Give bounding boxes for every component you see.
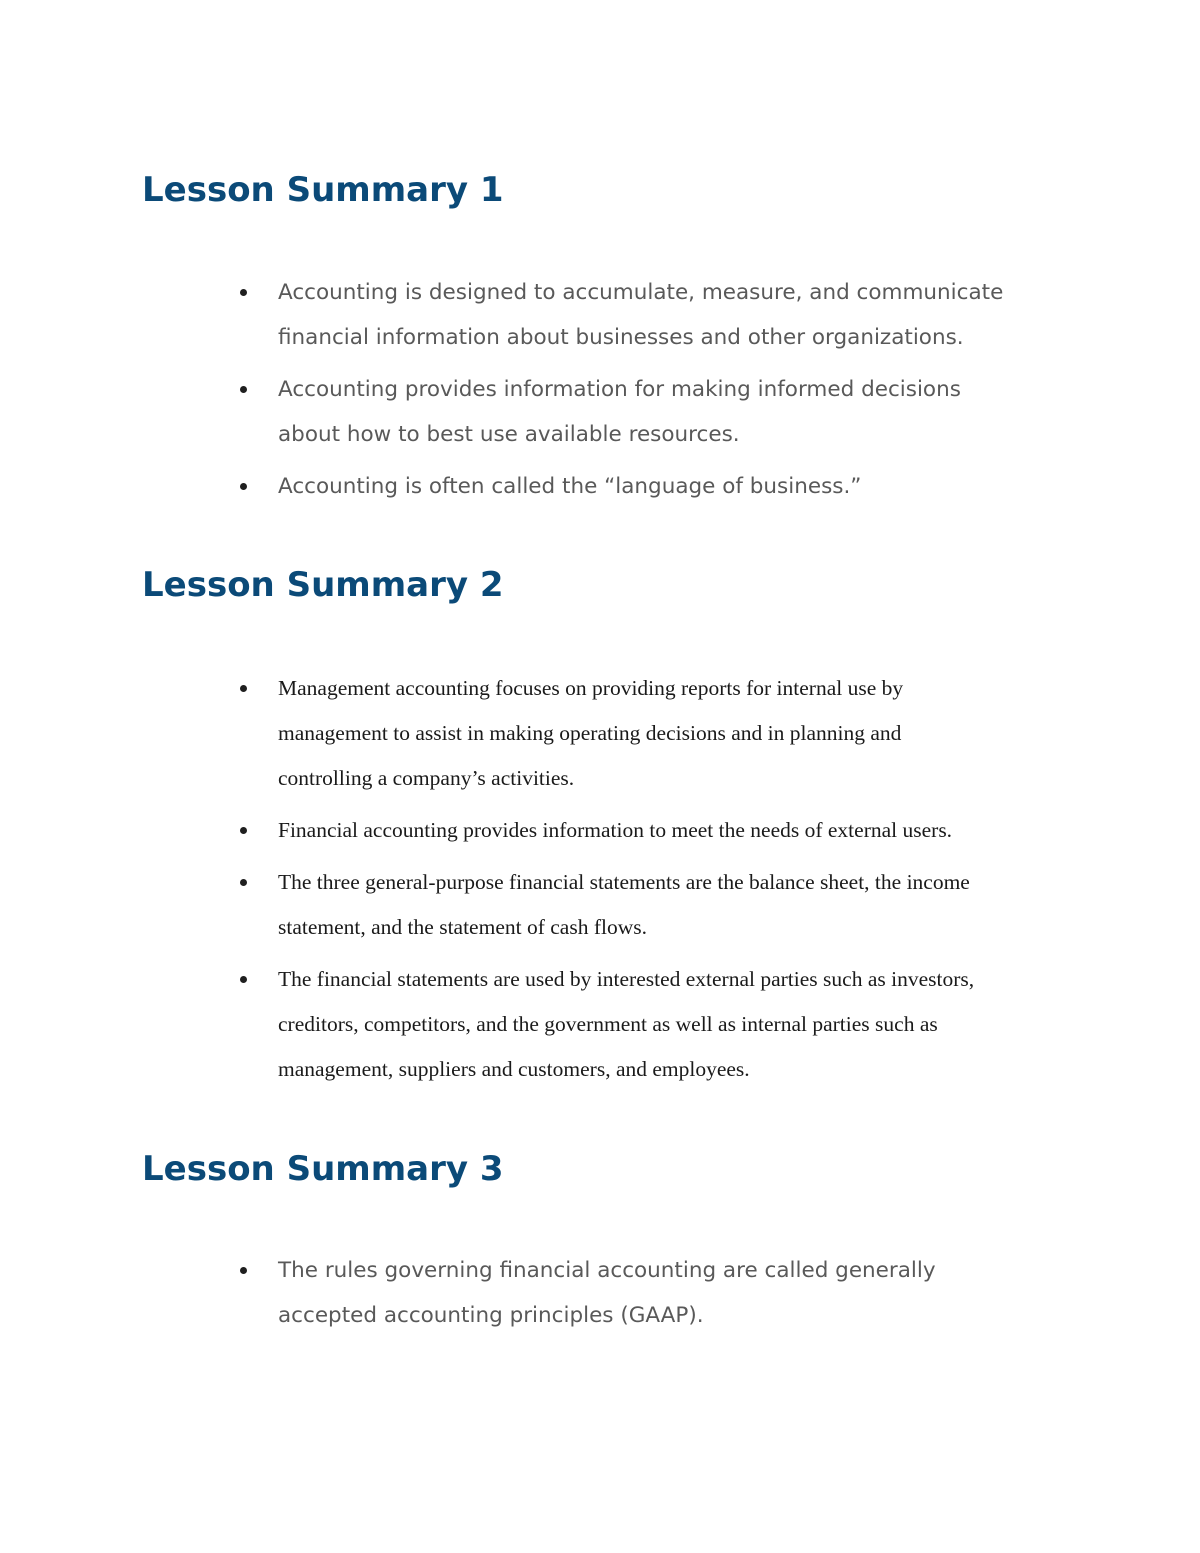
bullet-icon <box>240 685 247 692</box>
bullet-text: Financial accounting provides information to meet the needs of external users. <box>278 818 953 842</box>
bullet-item <box>240 1248 1060 1338</box>
bullet-item <box>240 808 1060 853</box>
section-1-heading: Lesson Summary 1 <box>142 170 504 210</box>
section-1-bullet-list <box>240 270 1060 516</box>
bullet-text: The rules governing financial accounting are called generally accepted accounting principles (GAAP). <box>278 1258 936 1328</box>
bullet-item <box>240 666 1060 801</box>
bullet-item <box>240 860 1060 950</box>
bullet-item <box>240 270 1060 360</box>
bullet-text: The three general-purpose financial statements are the balance sheet, the income statement, and the statement of cash flows. <box>278 870 970 939</box>
bullet-text: Accounting is often called the “language of business.” <box>278 474 862 499</box>
bullet-item <box>240 464 1060 509</box>
bullet-text: Accounting is designed to accumulate, measure, and communicate financial information about businesses and other organizations. <box>278 280 1004 350</box>
bullet-text: Management accounting focuses on providing reports for internal use by management to assist in making operating decisions and in planning and controlling a company’s activities. <box>278 676 904 790</box>
bullet-icon <box>240 386 247 393</box>
bullet-item <box>240 957 1060 1092</box>
bullet-icon <box>240 1267 247 1274</box>
section-2-heading: Lesson Summary 2 <box>142 565 504 605</box>
bullet-item <box>240 367 1060 457</box>
bullet-icon <box>240 879 247 886</box>
bullet-icon <box>240 289 247 296</box>
section-3-heading: Lesson Summary 3 <box>142 1149 504 1189</box>
bullet-text: Accounting provides information for making informed decisions about how to best use available resources. <box>278 377 961 447</box>
bullet-icon <box>240 827 247 834</box>
section-2-bullet-list <box>240 666 1060 1099</box>
bullet-text: The financial statements are used by interested external parties such as investors, creditors, competitors, and the government as well as internal parties such as management, suppliers and customers, and employees. <box>278 967 975 1081</box>
section-3-bullet-list <box>240 1248 1060 1345</box>
bullet-icon <box>240 483 247 490</box>
bullet-icon <box>240 976 247 983</box>
